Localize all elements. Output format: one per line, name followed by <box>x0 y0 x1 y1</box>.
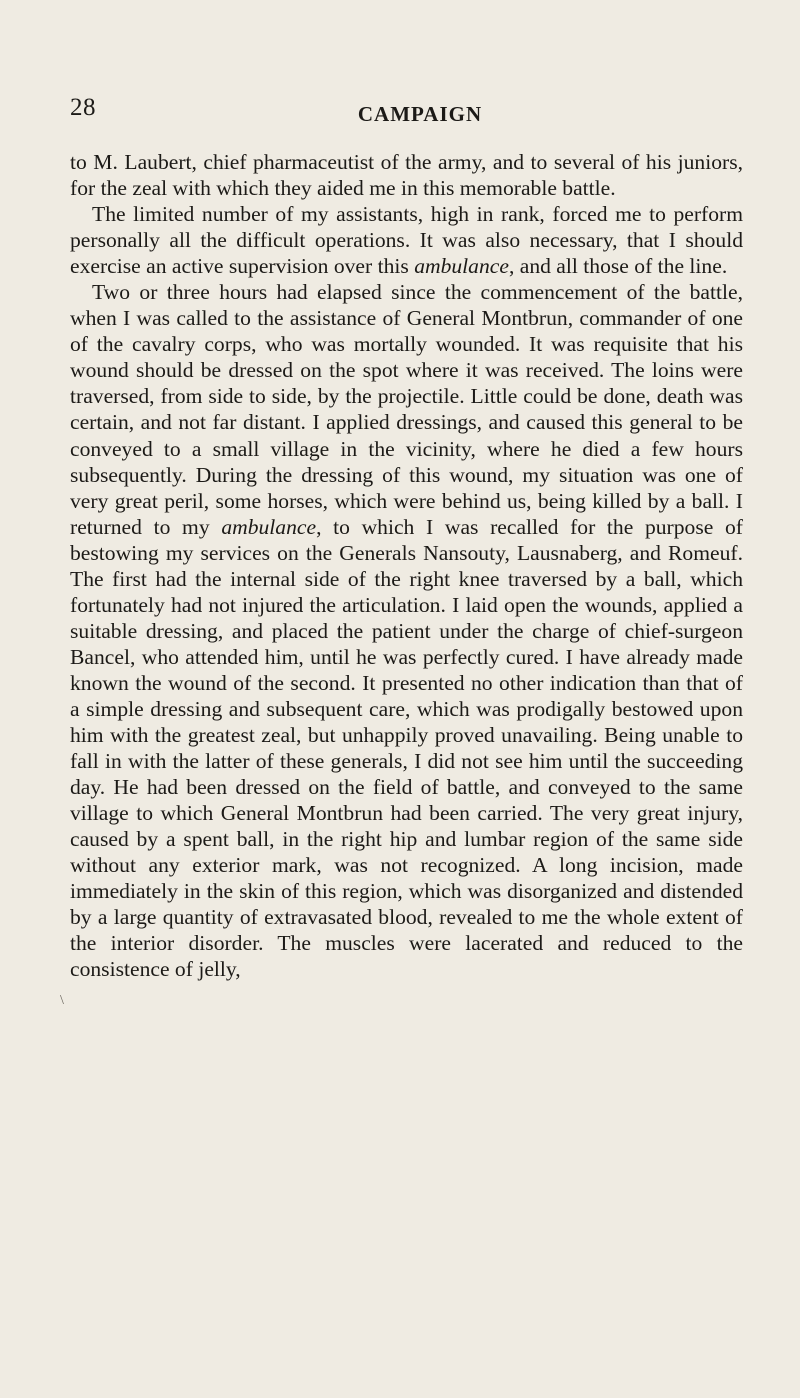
text-segment: , to which I was recalled for the purpose of bestowing my services on the Generals Nansouty, Lausnaberg, and Romeuf. The first had the internal side of the right knee traversed by a ball, which fortunately had not injured the articulation. I laid open the wounds, applied a suitable dressing, and placed the patient under the charge of chief-surgeon Bancel, who attended him, until he was perfectly cured. I have already made known the wound of the second. It presented no other indication than that of a simple dressing and subsequent care, which was prodigally bestowed upon him with the greatest zeal, but unhappily proved unavailing. Being unable to fall in with the latter of these generals, I did not see him until the succeeding day. He had been dressed on the field of battle, and conveyed to the same village to which General Montbrun had been carried. The very great injury, caused by a spent ball, in the right hip and lumbar region of the same side without any exterior mark, was not recognized. A long incision, made immediately in the skin of this region, which was disorganized and distended by a large quantity of extravasated blood, revealed to me the whole extent of the interior disorder. The muscles were lacerated and reduced to the consistence of jelly, <box>70 514 743 982</box>
text-segment: Two or three hours had elapsed since the commencement of the battle, when I was called to the assistance of General Montbrun, commander of one of the cavalry corps, who was mortally wounded. It was requisite that his wound should be dressed on the spot where it was received. The loins were traversed, from side to side, by the projectile. Little could be done, death was certain, and not far distant. I applied dressings, and caused this general to be conveyed to a small village in the vicinity, where he died a few hours subsequently. During the dressing of this wound, my situation was one of very great peril, some horses, which were behind us, being killed by a ball. I returned to my <box>70 280 743 539</box>
page-header <box>70 92 742 132</box>
body-text <box>70 149 743 983</box>
paragraph <box>70 149 743 201</box>
paragraph <box>70 279 743 982</box>
text-segment: The limited number of my assistants, high in rank, forced me to perform personally all the difficult operations. It was also necessary, that I should exercise an active supervision over this <box>70 202 743 279</box>
text-segment: to M. Laubert, chief pharmaceutist of the army, and to several of his juniors, for the zeal with which they aided me in this memorable battle. <box>70 150 743 201</box>
text-segment: , and all those of the line. <box>508 254 728 279</box>
running-head: CAMPAIGN <box>357 102 483 126</box>
italic-term: ambulance <box>221 514 317 539</box>
paragraph <box>70 201 743 279</box>
page-number: 28 <box>70 94 96 121</box>
margin-mark: \ <box>60 993 64 1008</box>
italic-term: ambulance <box>414 254 509 279</box>
